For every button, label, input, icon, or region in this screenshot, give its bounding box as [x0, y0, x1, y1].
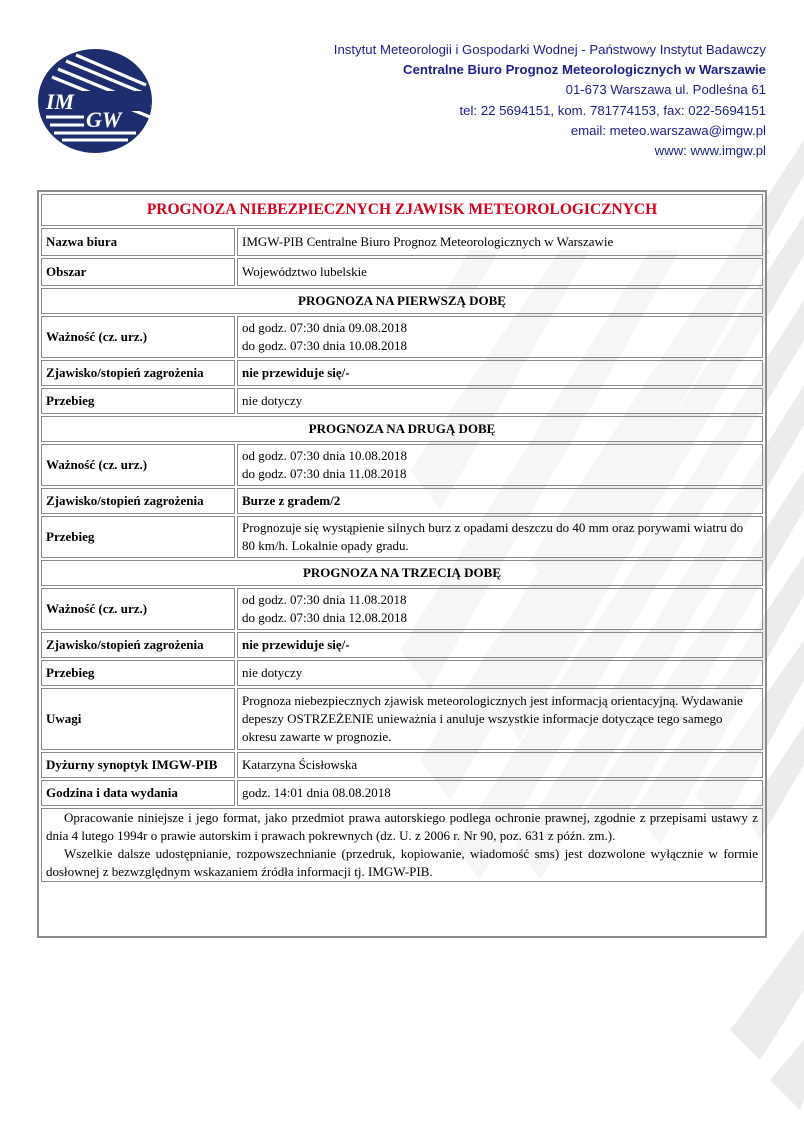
issued-value: godz. 14:01 dnia 08.08.2018 [237, 780, 763, 806]
day3-phenomenon-label: Zjawisko/stopień zagrożenia [41, 632, 235, 658]
day1-course-value: nie dotyczy [237, 388, 763, 414]
day3-course-value: nie dotyczy [237, 660, 763, 686]
website-line: www: www.imgw.pl [654, 143, 766, 159]
svg-text:GW: GW [86, 107, 122, 132]
day2-validity-to: do godz. 07:30 dnia 11.08.2018 [242, 466, 407, 481]
day3-phenomenon-value: nie przewiduje się/- [237, 632, 763, 658]
day2-validity-from: od godz. 07:30 dnia 10.08.2018 [242, 448, 408, 463]
day1-validity-to: do godz. 07:30 dnia 10.08.2018 [242, 338, 408, 353]
day2-validity-label: Ważność (cz. urz.) [41, 444, 235, 486]
address: 01-673 Warszawa ul. Podleśna 61 [565, 82, 766, 98]
legal-notice [41, 808, 763, 882]
document-title: PROGNOZA NIEBEZPIECZNYCH ZJAWISK METEOROLOGICZNYCH [41, 194, 763, 226]
copyright-paragraph: Opracowanie niniejsze i jego format, jako przedmiot prawa autorskiego podlega ochronie prawnej, zgodnie z przepisami ustawy z dnia 4 lutego 1994r o prawie autorskim i prawach pokrewnych (dz. U. z 2006 r. Nr 90, poz. 631 z późn. zm.). [46, 810, 758, 843]
day2-heading: PROGNOZA NA DRUGĄ DOBĘ [41, 416, 763, 442]
day1-heading: PROGNOZA NA PIERWSZĄ DOBĘ [41, 288, 763, 314]
day1-phenomenon-value: nie przewiduje się/- [237, 360, 763, 386]
day1-validity-value [237, 316, 763, 358]
day3-validity-from: od godz. 07:30 dnia 11.08.2018 [242, 592, 407, 607]
synoptic-value: Katarzyna Ścisłowska [237, 752, 763, 778]
day1-validity-from: od godz. 07:30 dnia 09.08.2018 [242, 320, 408, 335]
day3-course-label: Przebieg [41, 660, 235, 686]
distribution-paragraph: Wszelkie dalsze udostępnianie, rozpowszechnianie (przedruk, kopiowanie, wiadomość sms) jest dozwolone wyłącznie w formie dosłownej z bezwzględnym wskazaniem źródła informacji tj. IMGW-PIB. [46, 846, 758, 879]
phone-line: tel: 22 5694151, kom. 781774153, fax: 022-5694151 [459, 102, 766, 118]
remarks-value: Prognoza niebezpiecznych zjawisk meteorologicznych jest informacją orientacyjną. Wydawanie depeszy OSTRZEŻENIE unieważnia i anuluje wszystkie informacje dotyczące tego samego okresu zawarte w prognozie. [237, 688, 763, 750]
day3-validity-value [237, 588, 763, 630]
day1-course-label: Przebieg [41, 388, 235, 414]
forecast-table [39, 192, 765, 884]
day3-heading: PROGNOZA NA TRZECIĄ DOBĘ [41, 560, 763, 586]
office-label: Nazwa biura [41, 228, 235, 256]
issued-label: Godzina i data wydania [41, 780, 235, 806]
area-value: Województwo lubelskie [237, 258, 763, 286]
day1-phenomenon-label: Zjawisko/stopień zagrożenia [41, 360, 235, 386]
day3-validity-to: do godz. 07:30 dnia 12.08.2018 [242, 610, 408, 625]
area-label: Obszar [41, 258, 235, 286]
remarks-label: Uwagi [41, 688, 235, 750]
day2-phenomenon-value: Burze z gradem/2 [237, 488, 763, 514]
synoptic-label: Dyżurny synoptyk IMGW-PIB [41, 752, 235, 778]
email-line: email: meteo.warszawa@imgw.pl [570, 122, 766, 138]
day3-validity-label: Ważność (cz. urz.) [41, 588, 235, 630]
office-value: IMGW-PIB Centralne Biuro Prognoz Meteorologicznych w Warszawie [237, 228, 763, 256]
day2-validity-value [237, 444, 763, 486]
day2-course-value: Prognozuje się wystąpienie silnych burz z opadami deszczu do 40 mm oraz porywami wiatru do 80 km/h. Lokalnie opady gradu. [237, 516, 763, 558]
institution-header [334, 40, 766, 161]
imgw-logo [36, 47, 154, 155]
bureau-name: Centralne Biuro Prognoz Meteorologicznych w Warszawie [403, 62, 766, 78]
svg-text:IM: IM [46, 89, 75, 114]
day1-validity-label: Ważność (cz. urz.) [41, 316, 235, 358]
institute-name: Instytut Meteorologii i Gospodarki Wodnej - Państwowy Instytut Badawczy [333, 42, 766, 57]
day2-phenomenon-label: Zjawisko/stopień zagrożenia [41, 488, 235, 514]
day2-course-label: Przebieg [41, 516, 235, 558]
